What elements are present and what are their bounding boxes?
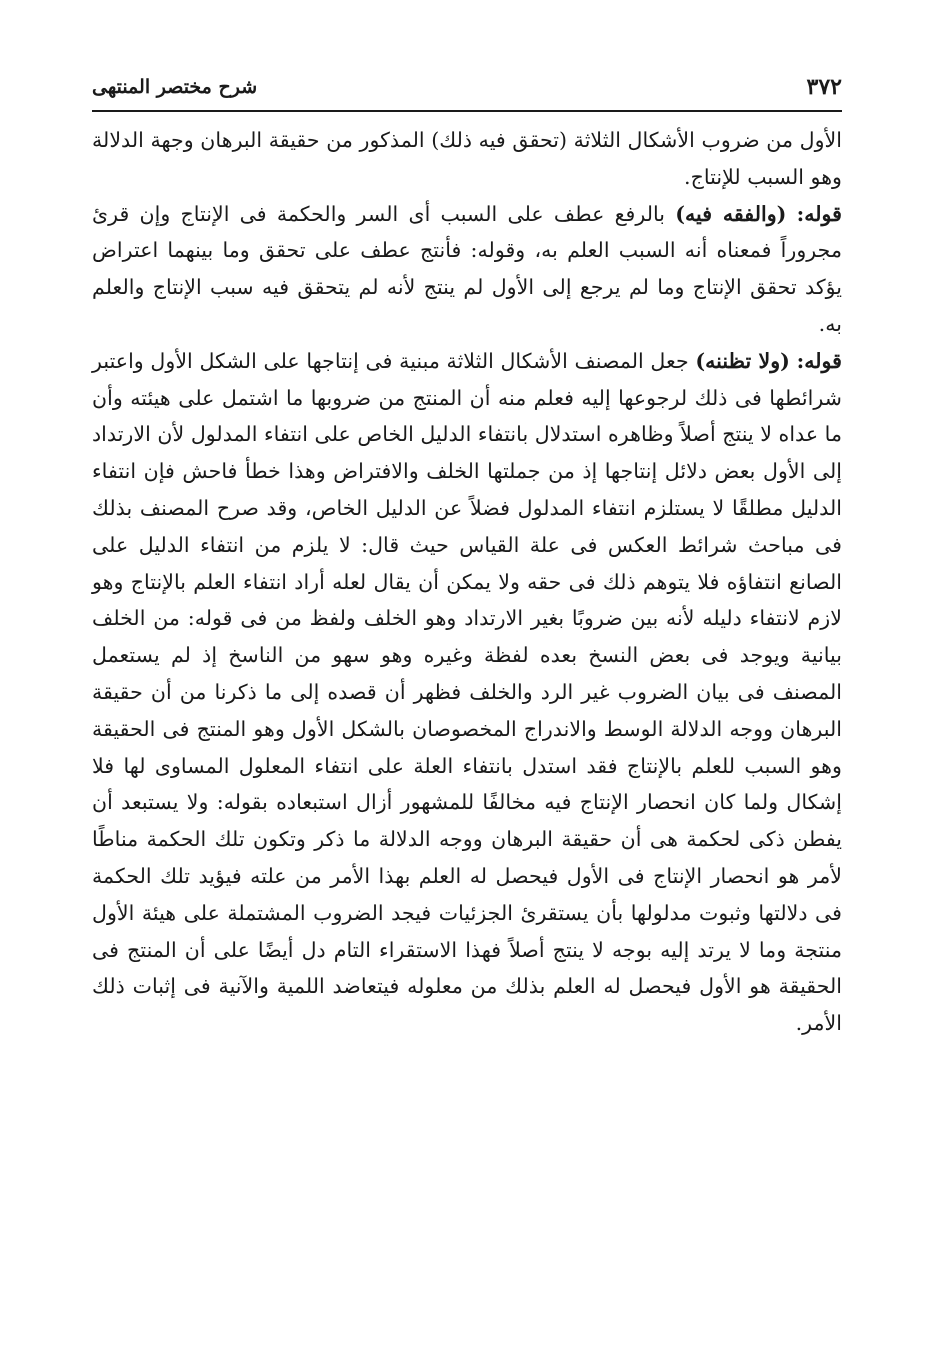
quoted-keyword: (والفقه فيه) [675, 201, 787, 226]
running-title: شرح مختصر المنتهى [92, 76, 258, 98]
quoted-keyword: (ولا تظننه) [695, 348, 790, 373]
paragraph-1 [92, 122, 842, 196]
paragraph-text: الأول من ضروب الأشكال الثلاثة (تحقق فيه ذلك) المذكور من حقيقة البرهان وجهة الدلالة وهو السبب للإنتاج. [92, 128, 842, 189]
paragraph-2 [92, 196, 842, 343]
header-divider [92, 110, 842, 112]
paragraph-text: بالرفع عطف على السبب أى السر والحكمة فى الإنتاج وإن قرئ مجروراً فمعناه أنه السبب العلم به، وقوله: فأنتج عطف على تحقق وما بينهما اعتراض يؤكد تحقق الإنتاج وما لم يرجع إلى الأول لم ينتج لأنه لم يتحقق فيه سبب الإنتاج والعلم به. [92, 201, 842, 336]
paragraph-label: قوله: [796, 348, 842, 373]
page-body [92, 122, 842, 1042]
paragraph-label: قوله: [796, 201, 843, 226]
running-header [92, 70, 842, 106]
paragraph-3 [92, 343, 842, 1042]
page-number: ٣٧٢ [806, 74, 842, 100]
paragraph-text: جعل المصنف الأشكال الثلاثة مبنية فى إنتاجها على الشكل الأول واعتبر شرائطها فى ذلك لرجوعها إليه فعلم منه أن المنتج من ضروبها ما اشتمل على هيئته وأن ما عداه لا ينتج أصلاً وظاهره استدلال بانتفاء الدليل الخاص على انتفاء المدلول لأن الارتداد إلى الأول بعض دلائل إنتاجها إذ من جملتها الخلف والافتراض وهذا خطأ فاحش فإن انتفاء الدليل مطلقًا لا يستلزم انتفاء المدلول فضلاً عن الدليل الخاص، وقد صرح المصنف بذلك فى مباحث شرائط العكس فى علة القياس حيث قال: لا يلزم من انتفاء الدليل على الصانع انتفاؤه فلا يتوهم ذلك فى حقه ولا يمكن أن يقال لعله أراد انتفاء العلم بالإنتاج وهو لازم لانتفاء دليله لأنه بين ضروبًا بغير الارتداد وهو الخلف ولفظ من فى قوله: من الخلف بيانية ويوجد فى بعض النسخ بعده لفظة وغيره وهو سهو من الناسخ إذ لم يستعمل المصنف فى بيان الضروب غير الرد والخلف فظهر أن قصده إلى ما ذكرنا من أن حقيقة البرهان ووجه الدلالة الوسط والاندراج المخصوصان بالشكل الأول وهو المنتج فى الحقيقة وهو السبب للعلم بالإنتاج فقد استدل بانتفاء العلة على انتفاء المعلول المساوى لها فلا إشكال ولما كان انحصار الإنتاج فيه مخالفًا للمشهور أزال استبعاده بقوله: ولا يستبعد أن يفطن ذكى لحكمة هى أن حقيقة البرهان ووجه الدلالة ما ذكر وتكون تلك الحكمة مناطًا لأمر هو انحصار الإنتاج فى الأول فيحصل له العلم بهذا الأمر من علته فيؤيد تلك الحكمة فى دلالتها وثبوت مدلولها بأن يستقرئ الجزئيات فيجد الضروب المشتملة على هيئة الأول منتجة وما لا يرتد إليه بوجه لا ينتج أصلاً فهذا الاستقراء التام دل أيضًا على أن المنتج فى الحقيقة هو الأول فيحصل له العلم بذلك من معلوله فيتعاضد اللمية والآنية فى إثبات ذلك الأمر. [92, 348, 843, 1036]
